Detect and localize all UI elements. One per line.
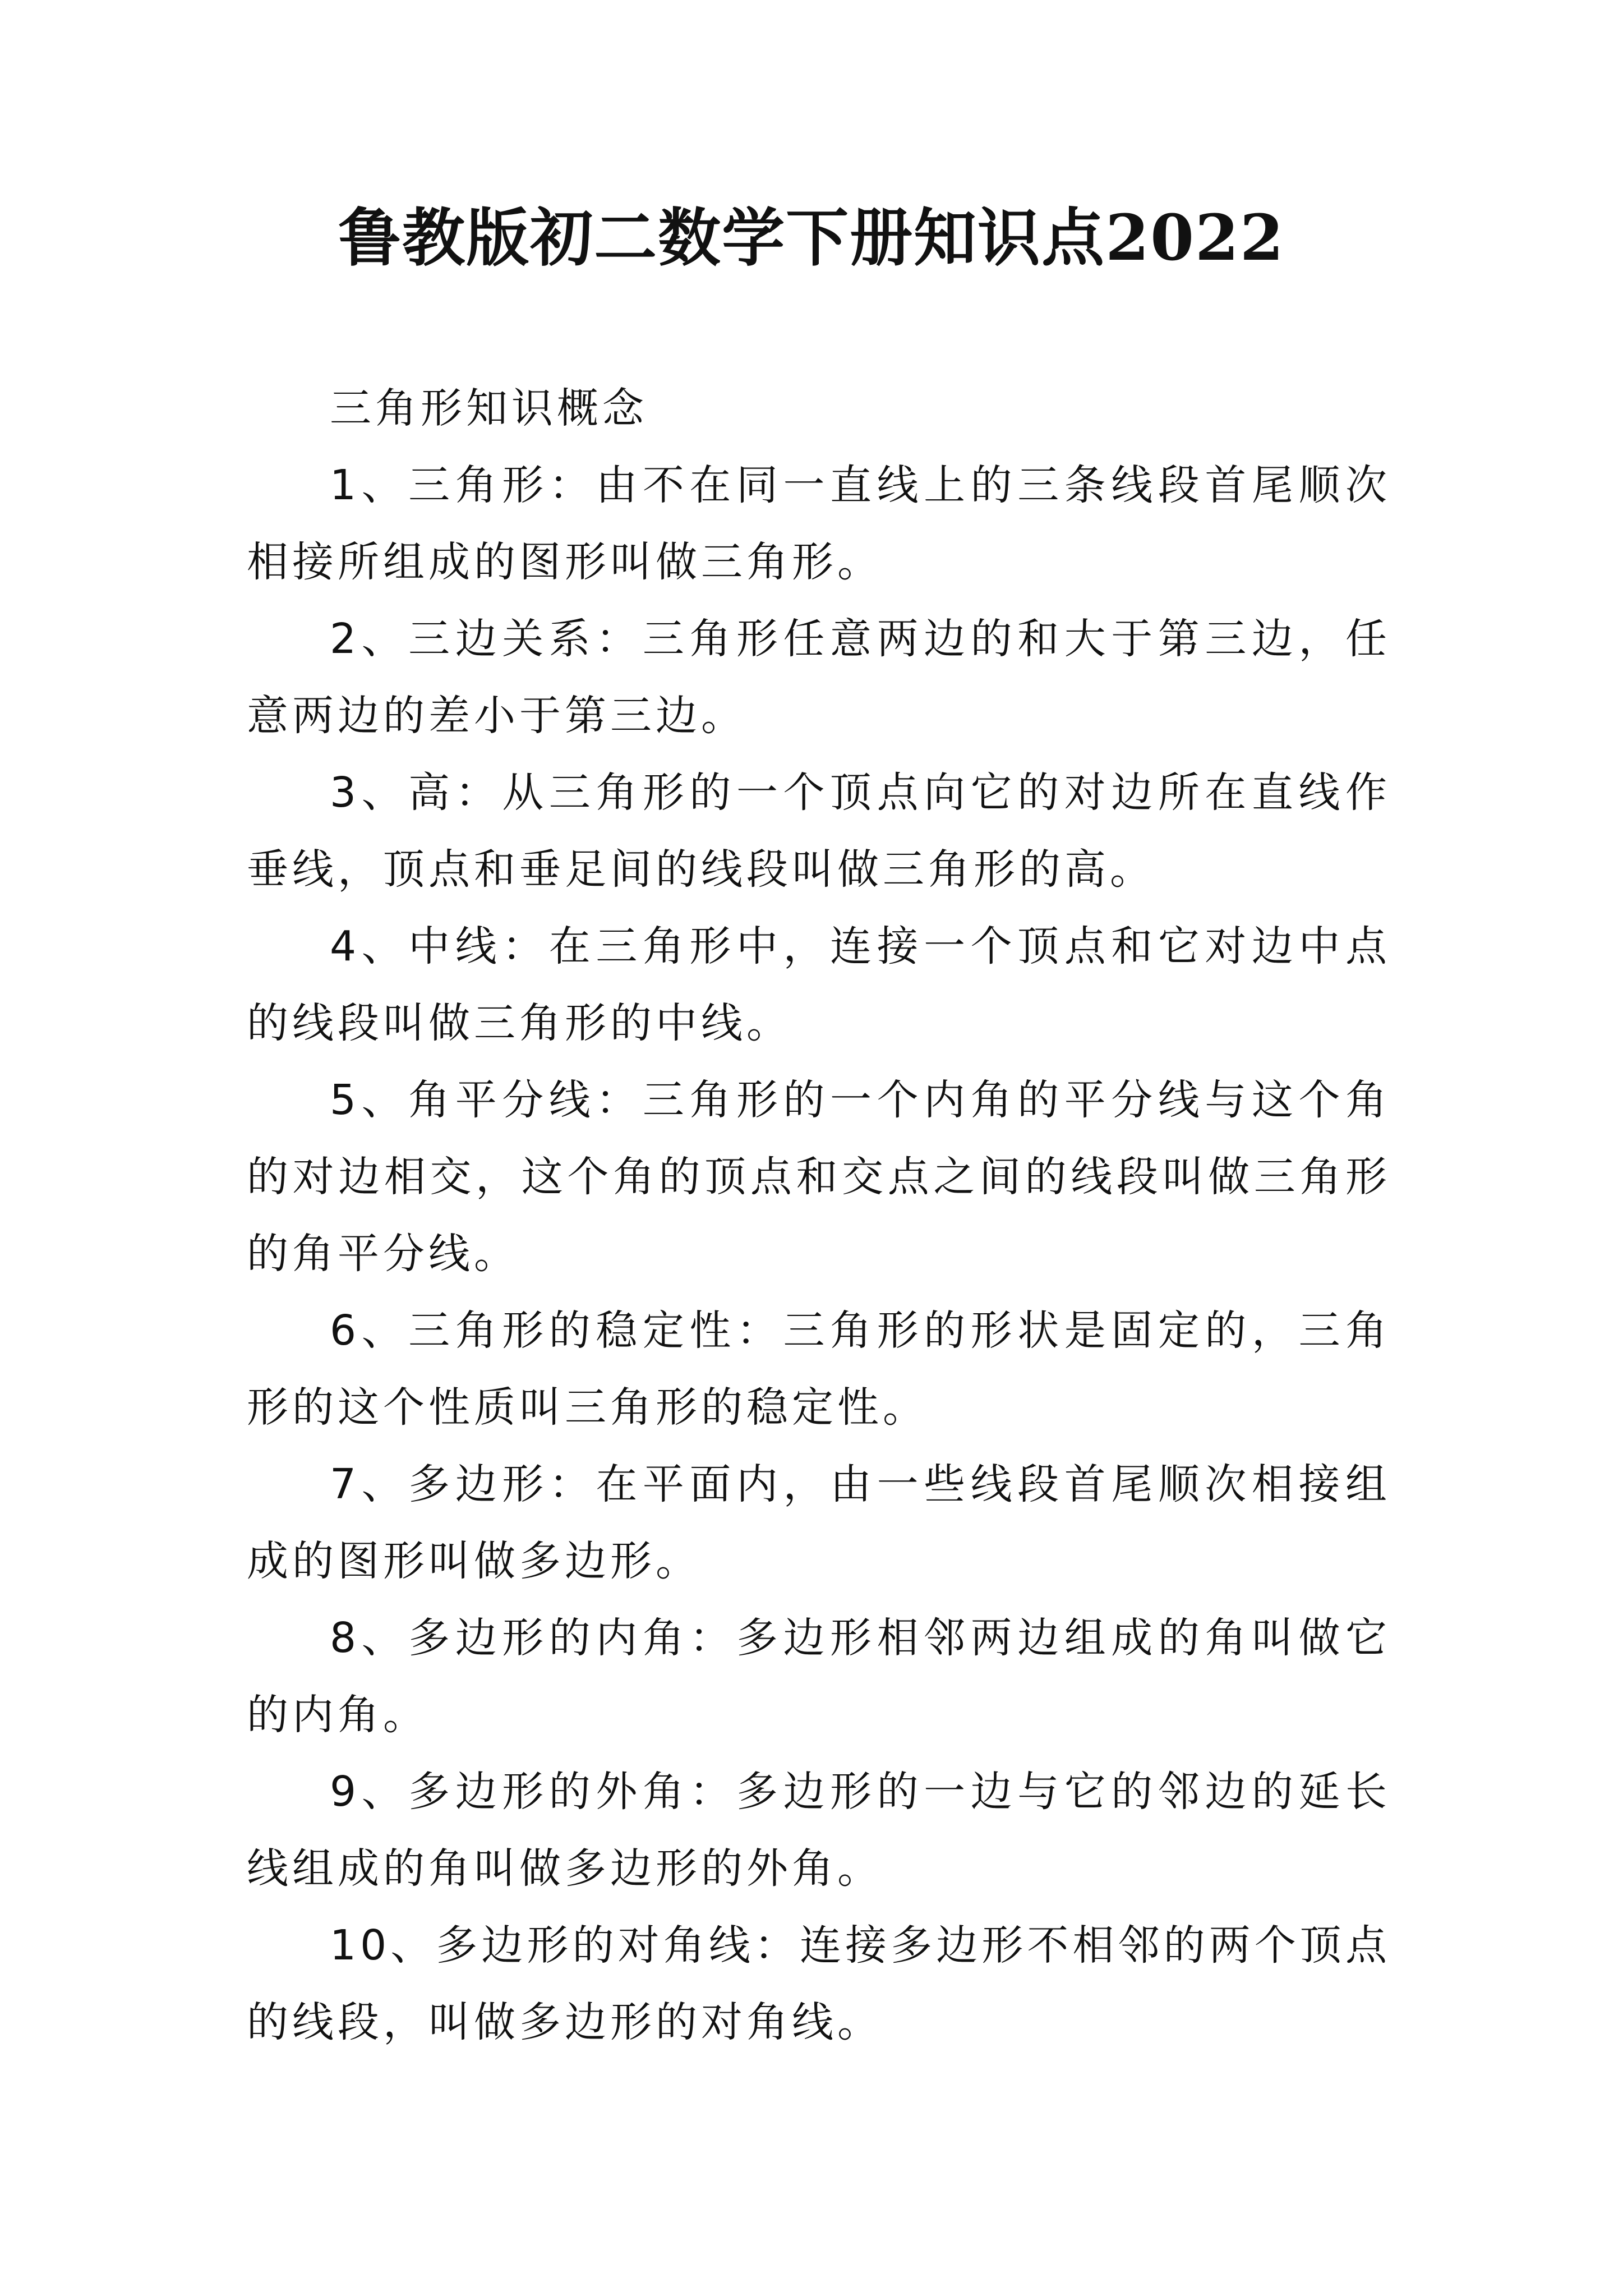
paragraph-7: 7、多边形：在平面内，由一些线段首尾顺次相接组成的图形叫做多边形。 — [247, 1460, 1391, 1585]
paragraph-8: 8、多边形的内角：多边形相邻两边组成的角叫做它的内角。 — [247, 1614, 1391, 1739]
paragraph-9: 9、多边形的外角：多边形的一边与它的邻边的延长线组成的角叫做多边形的外角。 — [247, 1768, 1391, 1893]
paragraph-10: 10、多边形的对角线：连接多边形不相邻的两个顶点的线段，叫做多边形的对角线。 — [247, 1921, 1391, 2046]
document-body — [247, 370, 1391, 2061]
paragraph-2: 2、三边关系：三角形任意两边的和大于第三边，任意两边的差小于第三边。 — [247, 615, 1391, 740]
page-title: 鲁教版初二数学下册知识点2022 — [338, 201, 1285, 275]
paragraph-4: 4、中线：在三角形中，连接一个顶点和它对边中点的线段叫做三角形的中线。 — [247, 922, 1391, 1047]
paragraph-6: 6、三角形的稳定性：三角形的形状是固定的，三角形的这个性质叫三角形的稳定性。 — [247, 1306, 1391, 1432]
paragraph-3: 3、高：从三角形的一个顶点向它的对边所在直线作垂线，顶点和垂足间的线段叫做三角形的高。 — [247, 769, 1391, 894]
section-heading: 三角形知识概念 — [330, 384, 648, 432]
paragraph-5: 5、角平分线：三角形的一个内角的平分线与这个角的对边相交，这个角的顶点和交点之间的线段叫做三角形的角平分线。 — [247, 1076, 1391, 1278]
paragraph-1: 1、三角形：由不在同一直线上的三条线段首尾顺次相接所组成的图形叫做三角形。 — [247, 461, 1391, 586]
